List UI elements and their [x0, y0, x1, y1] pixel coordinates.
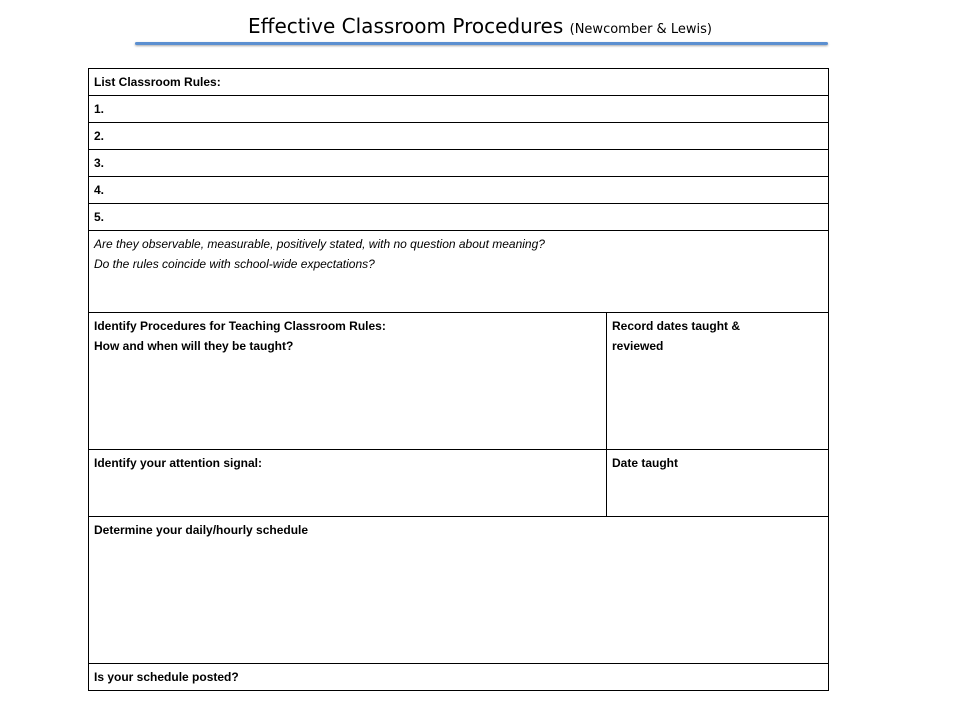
procedures-question: How and when will they be taught?: [94, 339, 294, 353]
rule-5[interactable]: 5.: [89, 204, 829, 231]
rules-check-question-2: Do the rules coincide with school-wide expectations?: [94, 257, 375, 271]
title-subtitle: (Newcomber & Lewis): [569, 22, 712, 37]
date-taught-label: Date taught: [612, 456, 678, 470]
title-underline: [135, 42, 828, 45]
procedures-heading: Identify Procedures for Teaching Classroom Rules:: [94, 319, 386, 333]
record-dates-line-2: reviewed: [612, 339, 664, 353]
rule-2[interactable]: 2.: [89, 123, 829, 150]
page-title: [0, 12, 960, 44]
rules-check-question-1: Are they observable, measurable, positively stated, with no question about meaning?: [94, 237, 545, 251]
record-dates-line-1: Record dates taught &: [612, 319, 741, 333]
title-main: Effective Classroom Procedures: [248, 14, 564, 38]
date-taught-cell[interactable]: [607, 450, 829, 517]
schedule-heading: Determine your daily/hourly schedule: [94, 523, 309, 537]
procedures-form: [88, 68, 829, 691]
rule-1[interactable]: 1.: [89, 96, 829, 123]
procedures-cell[interactable]: [89, 313, 607, 450]
record-dates-cell[interactable]: [607, 313, 829, 450]
schedule-posted-cell[interactable]: [89, 664, 829, 691]
attention-signal-cell[interactable]: [89, 450, 607, 517]
schedule-cell[interactable]: [89, 517, 829, 664]
rule-3[interactable]: 3.: [89, 150, 829, 177]
schedule-posted-label: Is your schedule posted?: [94, 670, 239, 684]
rules-heading: List Classroom Rules:: [89, 69, 829, 96]
attention-signal-label: Identify your attention signal:: [94, 456, 263, 470]
rule-4[interactable]: 4.: [89, 177, 829, 204]
rules-check-cell[interactable]: [89, 231, 829, 313]
